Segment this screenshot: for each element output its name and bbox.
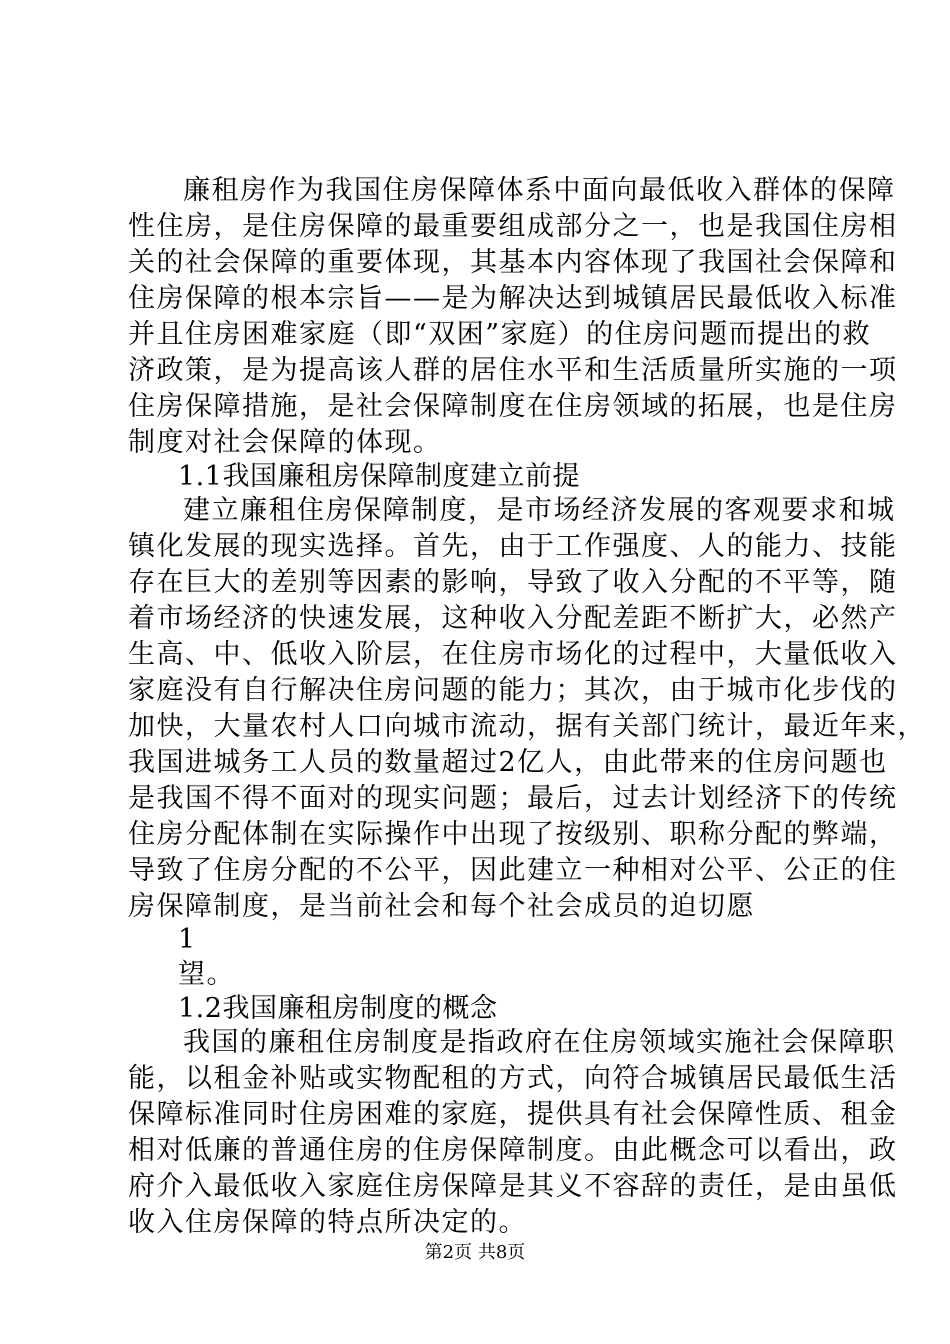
section-heading: 1.1我国廉租房保障制度建立前提 (178, 461, 580, 492)
paragraph-line: 济政策，是为提高该人群的居住水平和生活质量所实施的一项 (128, 355, 898, 386)
paragraph-line: 住房保障措施，是社会保障制度在住房领域的拓展，也是住房 (128, 391, 898, 422)
paragraph-line: 望。 (178, 959, 235, 990)
paragraph-line: 房保障制度，是当前社会和每个社会成员的迫切愿 (128, 891, 755, 922)
paragraph-line: 关的社会保障的重要体现，其基本内容体现了我国社会保障和 (128, 247, 898, 278)
paragraph-line: 存在巨大的差别等因素的影响，导致了收入分配的不平等，随 (128, 567, 898, 598)
footnote-marker: 1 (178, 924, 196, 955)
paragraph-line: 我国的廉租住房制度是指政府在住房领域实施社会保障职 (183, 1027, 896, 1058)
paragraph-line: 保障标准同时住房困难的家庭，提供具有社会保障性质、租金 (128, 1099, 898, 1130)
paragraph-line: 加快，大量农村人口向城市流动，据有关部门统计，最近年来， (128, 711, 926, 742)
section-heading: 1.2我国廉租房制度的概念 (178, 993, 498, 1024)
paragraph-line: 家庭没有自行解决住房问题的能力；其次，由于城市化步伐的 (128, 675, 898, 706)
paragraph-line: 能，以租金补贴或实物配租的方式，向符合城镇居民最低生活 (128, 1063, 898, 1094)
paragraph-line: 是我国不得不面对的现实问题；最后，过去计划经济下的传统 (128, 783, 898, 814)
paragraph-line: 廉租房作为我国住房保障体系中面向最低收入群体的保障 (183, 175, 896, 206)
paragraph-line: 性住房，是住房保障的最重要组成部分之一，也是我国住房相 (128, 211, 898, 242)
paragraph-line: 收入住房保障的特点所决定的。 (128, 1207, 527, 1238)
paragraph-line: 住房分配体制在实际操作中出现了按级别、职称分配的弊端， (128, 819, 898, 850)
paragraph-line: 住房保障的根本宗旨——是为解决达到城镇居民最低收入标准 (128, 283, 898, 314)
paragraph-line: 着市场经济的快速发展，这种收入分配差距不断扩大，必然产 (128, 603, 898, 634)
paragraph-line: 相对低廉的普通住房的住房保障制度。由此概念可以看出，政 (128, 1135, 898, 1166)
paragraph-line: 镇化发展的现实选择。首先，由于工作强度、人的能力、技能 (128, 531, 898, 562)
paragraph-line: 生高、中、低收入阶层，在住房市场化的过程中，大量低收入 (128, 639, 898, 670)
page-number-footer: 第2页 共8页 (424, 1242, 526, 1263)
paragraph-line: 我国进城务工人员的数量超过2亿人，由此带来的住房问题也 (128, 747, 888, 778)
paragraph-line: 府介入最低收入家庭住房保障是其义不容辞的责任，是由虽低 (128, 1171, 898, 1202)
paragraph-line: 导致了住房分配的不公平，因此建立一种相对公平、公正的住 (128, 855, 898, 886)
paragraph-line: 制度对社会保障的体现。 (128, 427, 442, 458)
paragraph-line: 并且住房困难家庭（即“双困”家庭）的住房问题而提出的救 (128, 319, 872, 350)
paragraph-line: 建立廉租住房保障制度，是市场经济发展的客观要求和城 (183, 495, 896, 526)
